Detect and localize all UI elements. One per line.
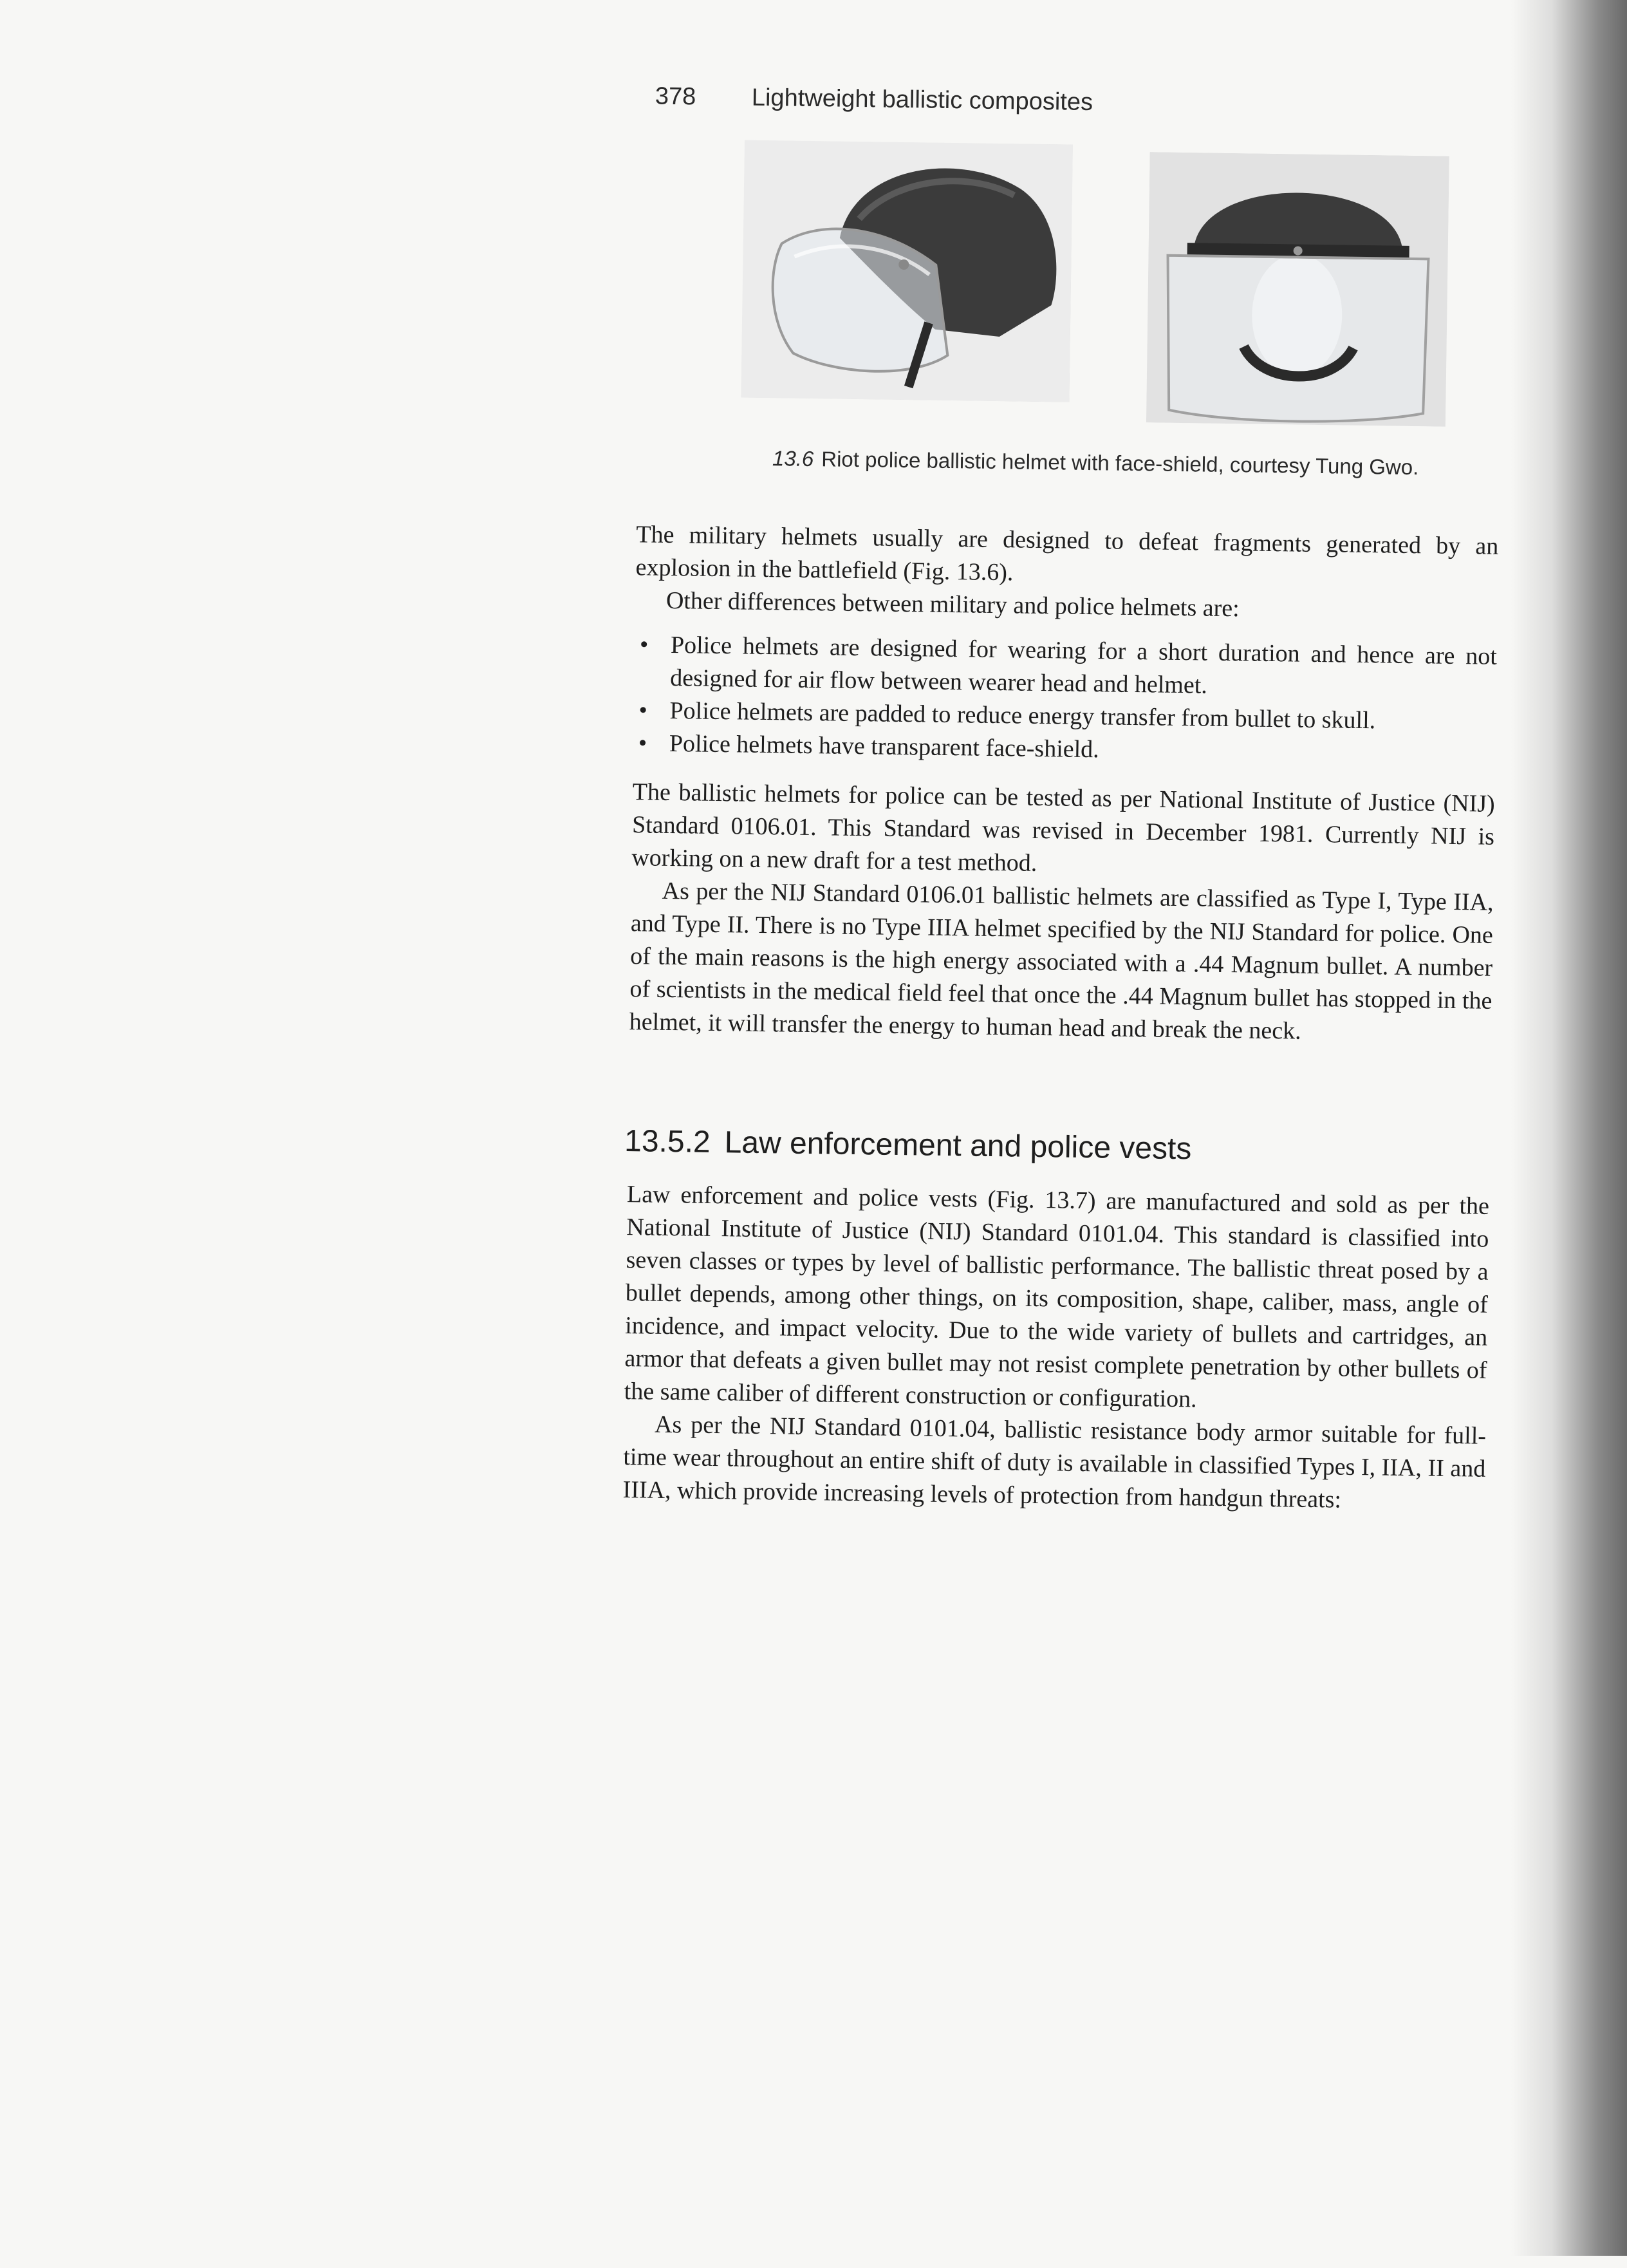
book-page [599, 0, 1519, 2268]
bullet-icon: • [638, 729, 647, 757]
text-block-vests [622, 1178, 1489, 1519]
paragraph: The military helmets usually are designed to defeat fragments generated by an explosion in the battlefield (Fig. 13.6). [635, 521, 1499, 586]
list-item [634, 628, 1497, 706]
paragraph: Other differences between military and police helmets are: [665, 586, 1240, 623]
paragraph: As per the NIJ Standard 0101.04, ballistic resistance body armor suitable for full-time wear throughout an entire shift of duty is available in classified Types I, IIA, II and IIIA, which provide increasing levels of protection from handgun threats: [622, 1410, 1487, 1514]
text-block-nij-helmets [629, 776, 1495, 1051]
running-title: Lightweight ballistic composites [751, 84, 1093, 117]
helmet-side-photo [741, 140, 1073, 402]
figure-caption-text: Riot police ballistic helmet with face-shield, courtesy Tung Gwo. [821, 447, 1419, 480]
list-item-text: Police helmets are padded to reduce energy transfer from bullet to skull. [669, 697, 1376, 735]
bullet-list [633, 628, 1498, 772]
figure-number: 13.6 [772, 446, 814, 471]
figure-13-6 [741, 140, 1465, 440]
paragraph: As per the NIJ Standard 0106.01 ballistic helmets are classified as Type I, Type IIA, and Type II. There is no Type IIIA helmet specified by the NIJ Standard for police. One of the main reasons is the high energy associated with a .44 Magnum bullet. A number of scientists in the medical field feel that once the .44 Magnum bullet has stopped in the helmet, it will transfer the energy to human head and break the neck. [629, 877, 1494, 1045]
running-head [655, 83, 1093, 117]
helmet-front-illustration [1146, 152, 1449, 426]
list-item-text: Police helmets have transparent face-shield. [669, 729, 1100, 764]
figure-caption [772, 446, 1419, 480]
bullet-icon: • [638, 697, 648, 724]
bullet-icon: • [639, 631, 649, 659]
section-number: 13.5.2 [624, 1124, 711, 1159]
section-heading [624, 1123, 1192, 1167]
paragraph: Law enforcement and police vests (Fig. 13.7) are manufactured and sold as per the National Institute of Justice (NIJ) Standard 0101.04. This standard is classified into seven classes or types by level of ballistic performance. The ballistic threat posed by a bullet depends, among other things, on its composition, shape, caliber, mass, angle of incidence, and impact velocity. Due to the wide variety of bullets and cartridges, an armor that defeats a given bullet may not resist complete penetration by other bullets of the same caliber of different construction or configuration. [624, 1181, 1490, 1413]
paragraph: The ballistic helmets for police can be tested as per National Institute of Justice (NIJ) Standard 0106.01. This Standard was revised in December 1981. Currently NIJ is working on a new draft for a test method. [631, 778, 1495, 877]
helmet-side-illustration [741, 140, 1073, 402]
list-item-text: Police helmets are designed for wearing for a short duration and hence are not designed for air flow between wearer head and helmet. [670, 631, 1498, 699]
text-block-helmets [633, 518, 1498, 783]
helmet-front-photo [1146, 152, 1449, 426]
page-number: 378 [655, 82, 696, 111]
section-title: Law enforcement and police vests [724, 1125, 1192, 1167]
scan-shadow [1511, 0, 1627, 2256]
